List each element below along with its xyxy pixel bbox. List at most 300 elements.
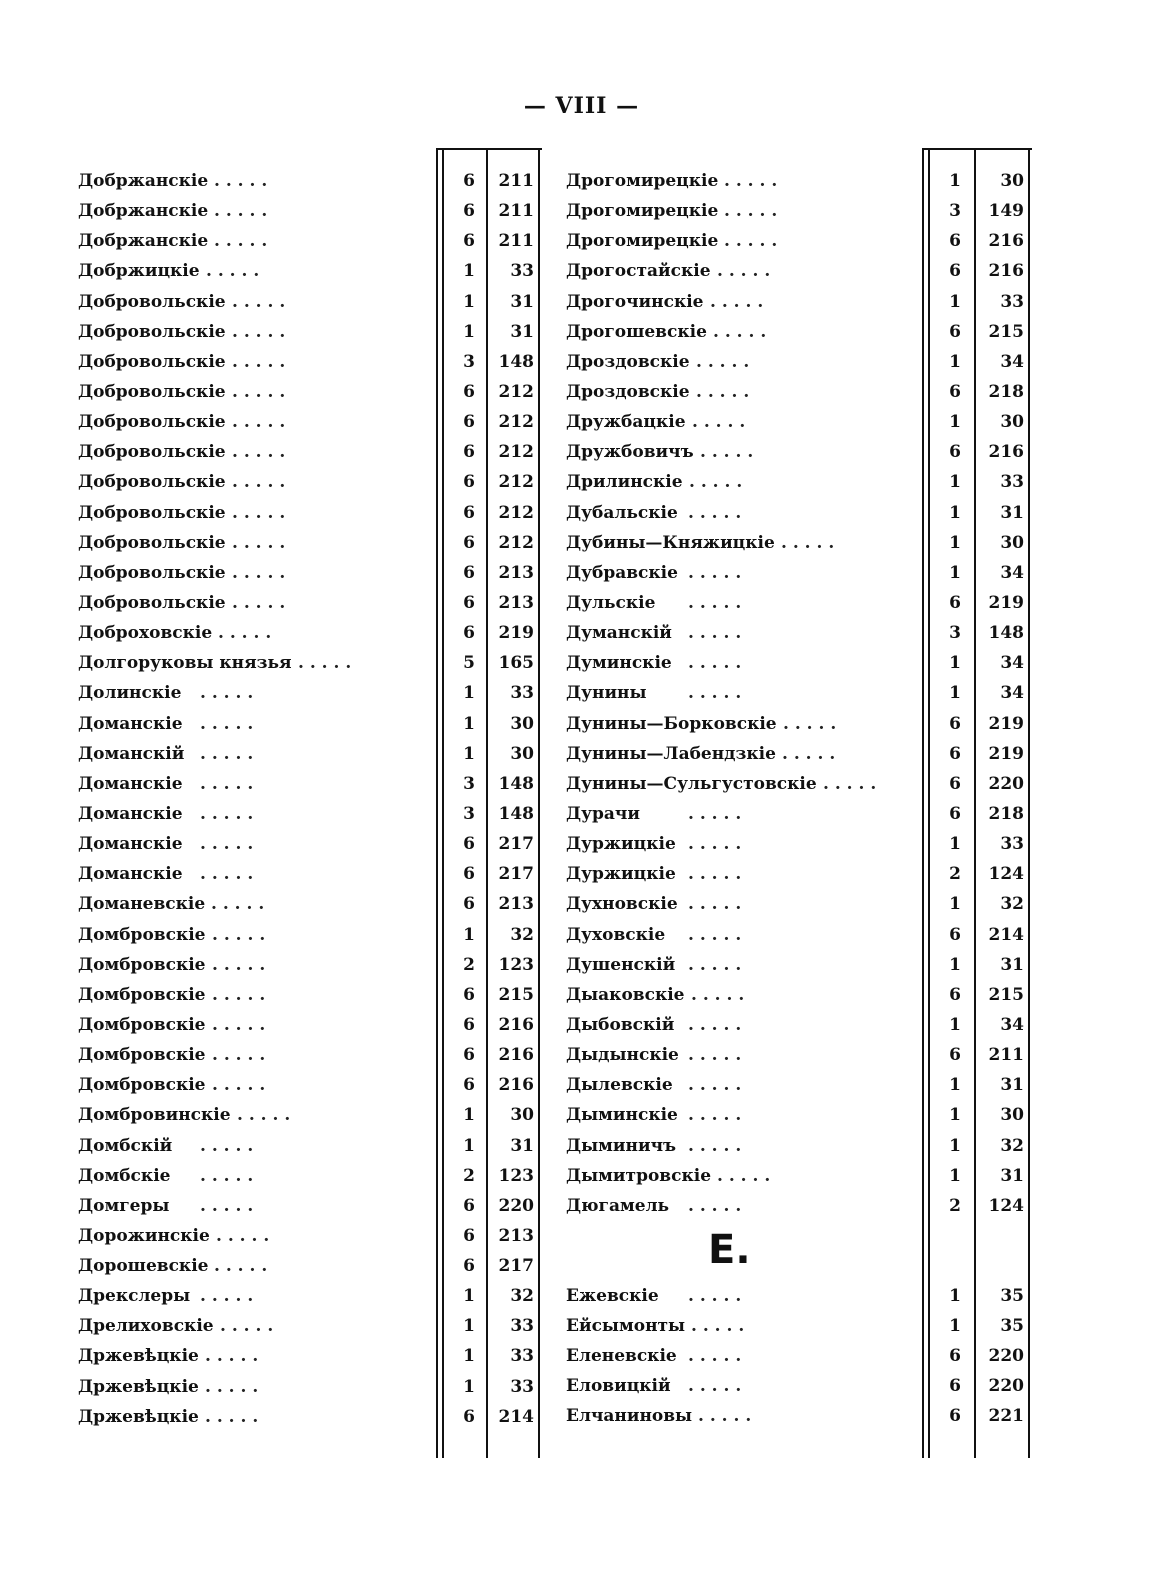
page-reference: 30 (1000, 412, 1024, 433)
volume-number: 1 (463, 261, 475, 282)
entry-name: Еленевскіе (566, 1346, 677, 1367)
dot-leader: . . . . . (205, 1346, 259, 1367)
entry-name: Добровольскіе (78, 291, 226, 312)
volume-number: 3 (949, 623, 961, 644)
page-reference: 34 (1000, 562, 1024, 583)
page-reference: 220 (498, 1195, 534, 1216)
page-reference: 219 (988, 592, 1024, 613)
dot-leader: . . . . . (232, 562, 286, 583)
volume-number: 1 (463, 321, 475, 342)
index-entry (558, 1341, 1038, 1371)
volume-number: 1 (949, 562, 961, 583)
volume-number: 1 (949, 894, 961, 915)
entry-name: Доманскіе (78, 773, 183, 794)
volume-number: 1 (949, 351, 961, 372)
left-column (70, 148, 542, 1458)
dot-leader: . . . . . (214, 1256, 268, 1277)
volume-number: 2 (949, 864, 961, 885)
page-reference: 216 (988, 442, 1024, 463)
index-entry (70, 1311, 542, 1341)
page-reference: 35 (1000, 1285, 1024, 1306)
entry-name: Домбровскіе (78, 1045, 206, 1066)
index-entry (70, 377, 542, 407)
index-entry (558, 678, 1038, 708)
entry-name: Дрогомирецкіе (566, 201, 719, 222)
dot-leader: . . . . . (232, 321, 286, 342)
page-reference: 31 (1000, 502, 1024, 523)
volume-number: 1 (463, 1105, 475, 1126)
volume-number: 1 (463, 291, 475, 312)
page-reference: 33 (1000, 472, 1024, 493)
volume-number: 6 (463, 1045, 475, 1066)
dot-leader: . . . . . (200, 1165, 254, 1186)
page-reference: 220 (988, 773, 1024, 794)
volume-number: 6 (949, 321, 961, 342)
volume-number: 6 (463, 1195, 475, 1216)
index-entry (70, 709, 542, 739)
entry-name: Дрилинскіе (566, 472, 683, 493)
page-reference: 217 (498, 834, 534, 855)
dot-leader: . . . . . (216, 1225, 270, 1246)
volume-number: 1 (463, 1376, 475, 1397)
entry-name: Домбровскіе (78, 1014, 206, 1035)
entry-name: Добржанскіе (78, 201, 209, 222)
entry-name: Добровольскіе (78, 532, 226, 553)
index-entry (70, 437, 542, 467)
volume-number: 6 (463, 442, 475, 463)
page-reference: 30 (1000, 171, 1024, 191)
volume-number: 1 (949, 1285, 961, 1306)
dot-leader: . . . . . (688, 894, 742, 915)
index-entry (70, 196, 542, 226)
entry-name: Доманскіе (78, 864, 183, 885)
volume-number: 6 (463, 1014, 475, 1035)
volume-number: 6 (463, 1225, 475, 1246)
dot-leader: . . . . . (688, 1346, 742, 1367)
volume-number: 2 (463, 954, 475, 975)
dot-leader: . . . . . (232, 412, 286, 433)
volume-number: 6 (949, 924, 961, 945)
entry-name: Добровольскіе (78, 412, 226, 433)
volume-number: 2 (949, 1195, 961, 1216)
volume-number: 1 (949, 834, 961, 855)
volume-number: 6 (463, 1256, 475, 1277)
page-reference: 124 (988, 1195, 1024, 1216)
page-reference: 216 (498, 1075, 534, 1096)
column-top-rule (438, 148, 542, 150)
index-entry (70, 950, 542, 980)
index-entry (558, 1070, 1038, 1100)
index-entry (558, 467, 1038, 497)
dot-leader: . . . . . (212, 984, 266, 1005)
entry-name: Дружбовичъ (566, 442, 694, 463)
page-reference: 30 (510, 713, 534, 734)
page-reference: 33 (510, 683, 534, 704)
dot-leader: . . . . . (205, 1406, 259, 1427)
index-entry (70, 498, 542, 528)
index-entry (70, 1221, 542, 1251)
volume-number: 6 (949, 1376, 961, 1397)
page-reference: 33 (510, 261, 534, 282)
volume-number: 1 (949, 502, 961, 523)
page-reference: 216 (988, 231, 1024, 252)
dot-leader: . . . . . (212, 1075, 266, 1096)
page-reference: 218 (988, 381, 1024, 402)
index-entry (70, 1372, 542, 1402)
left-entry-list (70, 166, 542, 1432)
dot-leader: . . . . . (214, 231, 268, 252)
dot-leader: . . . . . (214, 171, 268, 191)
dot-leader: . . . . . (200, 773, 254, 794)
entry-name: Думанскій (566, 623, 672, 644)
index-entry (70, 588, 542, 618)
volume-number: 6 (463, 894, 475, 915)
index-entry (70, 889, 542, 919)
volume-number: 6 (463, 381, 475, 402)
entry-name: Домгеры (78, 1195, 170, 1216)
page-reference: 31 (1000, 1075, 1024, 1096)
entry-name: Дуржицкіе (566, 864, 676, 885)
page-reference: 211 (498, 231, 534, 252)
index-entry (558, 829, 1038, 859)
dot-leader: . . . . . (232, 592, 286, 613)
index-entry (70, 648, 542, 678)
index-entry (70, 920, 542, 950)
index-entry (558, 709, 1038, 739)
page-reference: 215 (498, 984, 534, 1005)
entry-name: Дубравскіе (566, 562, 678, 583)
entry-name: Дрогошевскіе (566, 321, 707, 342)
volume-number: 6 (463, 834, 475, 855)
volume-number: 6 (463, 171, 475, 191)
dot-leader: . . . . . (688, 562, 742, 583)
page-reference: 32 (510, 1286, 534, 1307)
dot-leader: . . . . . (688, 1195, 742, 1216)
volume-number: 6 (949, 1406, 961, 1427)
volume-number: 6 (949, 743, 961, 764)
index-entry (558, 859, 1038, 889)
volume-number: 1 (949, 1165, 961, 1186)
page-reference: 214 (988, 924, 1024, 945)
entry-name: Дрогомирецкіе (566, 171, 719, 191)
dot-leader: . . . . . (688, 1014, 742, 1035)
dot-leader: . . . . . (200, 834, 254, 855)
index-entry (70, 1070, 542, 1100)
page-reference: 123 (498, 954, 534, 975)
entry-name: Дрелиховскіе (78, 1316, 214, 1337)
volume-number: 1 (463, 924, 475, 945)
entry-name: Дроздовскіе (566, 381, 690, 402)
index-entry (70, 618, 542, 648)
entry-name: Дунины—Борковскіе (566, 713, 777, 734)
dot-leader: . . . . . (214, 201, 268, 222)
dot-leader: . . . . . (211, 894, 265, 915)
dot-leader: . . . . . (688, 1135, 742, 1156)
index-entry (558, 287, 1038, 317)
dot-leader: . . . . . (200, 1286, 254, 1307)
page-reference: 148 (498, 803, 534, 824)
index-entry (70, 226, 542, 256)
volume-number: 1 (949, 1014, 961, 1035)
volume-number: 6 (949, 442, 961, 463)
entry-name: Доманскіе (78, 713, 183, 734)
volume-number: 6 (463, 231, 475, 252)
index-entry (70, 256, 542, 286)
dot-leader: . . . . . (232, 532, 286, 553)
index-entry (558, 166, 1038, 196)
dot-leader: . . . . . (696, 381, 750, 402)
entry-name: Дыаковскіе (566, 984, 685, 1005)
page-reference: 31 (510, 1135, 534, 1156)
page-reference: 148 (988, 623, 1024, 644)
dot-leader: . . . . . (298, 653, 352, 674)
index-entry (558, 950, 1038, 980)
page-reference: 219 (498, 623, 534, 644)
dot-leader: . . . . . (688, 623, 742, 644)
volume-number: 3 (463, 803, 475, 824)
dot-leader: . . . . . (688, 1105, 742, 1126)
page-reference: 33 (1000, 291, 1024, 312)
index-entry (70, 1251, 542, 1281)
dot-leader: . . . . . (782, 743, 836, 764)
page-reference: 34 (1000, 653, 1024, 674)
index-entry (558, 1100, 1038, 1130)
index-entry (558, 1040, 1038, 1070)
volume-number: 6 (949, 803, 961, 824)
dot-leader: . . . . . (688, 1376, 742, 1397)
page-reference: 211 (988, 1045, 1024, 1066)
dot-leader: . . . . . (700, 442, 754, 463)
index-entry (558, 588, 1038, 618)
volume-number: 1 (949, 1316, 961, 1337)
page-reference: 216 (498, 1045, 534, 1066)
right-entry-list (558, 166, 1038, 1432)
page-reference: 165 (498, 653, 534, 674)
index-entry (558, 980, 1038, 1010)
volume-number: 6 (949, 713, 961, 734)
volume-number: 1 (463, 713, 475, 734)
index-entry (70, 1191, 542, 1221)
volume-number: 1 (949, 291, 961, 312)
entry-name: Долгоруковы князья (78, 653, 292, 674)
page-reference: 33 (1000, 834, 1024, 855)
entry-name: Добровольскіе (78, 442, 226, 463)
section-letter-heading: Е. (708, 1226, 751, 1273)
page-reference: 148 (498, 351, 534, 372)
index-entry (70, 1402, 542, 1432)
dot-leader: . . . . . (717, 1165, 771, 1186)
index-entry (558, 1010, 1038, 1040)
entry-name: Дуржицкіе (566, 834, 676, 855)
index-entry (558, 889, 1038, 919)
index-entry (70, 678, 542, 708)
dot-leader: . . . . . (200, 713, 254, 734)
volume-number: 1 (949, 532, 961, 553)
page-reference: 30 (510, 743, 534, 764)
index-entry (558, 1131, 1038, 1161)
page-reference: 213 (498, 1225, 534, 1246)
dot-leader: . . . . . (688, 954, 742, 975)
index-entry (70, 769, 542, 799)
page-reference: 34 (1000, 683, 1024, 704)
dot-leader: . . . . . (232, 381, 286, 402)
page-reference: 213 (498, 592, 534, 613)
page-reference: 31 (510, 291, 534, 312)
index-entry (558, 1191, 1038, 1221)
volume-number: 1 (949, 1105, 961, 1126)
entry-name: Дроздовскіе (566, 351, 690, 372)
entry-name: Домбскіе (78, 1165, 171, 1186)
entry-name: Дыминичъ (566, 1135, 677, 1156)
volume-number: 6 (949, 1045, 961, 1066)
page-reference: 211 (498, 171, 534, 191)
index-entry (558, 377, 1038, 407)
dot-leader: . . . . . (206, 261, 260, 282)
dot-leader: . . . . . (200, 864, 254, 885)
dot-leader: . . . . . (232, 291, 286, 312)
index-entry (558, 920, 1038, 950)
volume-number: 6 (463, 592, 475, 613)
page-reference: 212 (498, 381, 534, 402)
dot-leader: . . . . . (696, 351, 750, 372)
index-entry (558, 196, 1038, 226)
dot-leader: . . . . . (688, 1285, 742, 1306)
page-reference: 149 (988, 201, 1024, 222)
volume-number: 6 (949, 773, 961, 794)
dot-leader: . . . . . (237, 1105, 291, 1126)
entry-name: Дубальскіе (566, 502, 678, 523)
dot-leader: . . . . . (212, 924, 266, 945)
entry-name: Домбровинскіе (78, 1105, 231, 1126)
volume-number: 3 (463, 773, 475, 794)
page-reference: 215 (988, 321, 1024, 342)
entry-name: Душенскій (566, 954, 676, 975)
entry-name: Добровольскіе (78, 592, 226, 613)
index-entry (558, 618, 1038, 648)
page-reference: 33 (510, 1316, 534, 1337)
index-entry (70, 558, 542, 588)
volume-number: 1 (463, 743, 475, 764)
page-reference: 31 (1000, 954, 1024, 975)
volume-number: 5 (463, 653, 475, 674)
dot-leader: . . . . . (691, 984, 745, 1005)
dot-leader: . . . . . (200, 803, 254, 824)
entry-name: Добржицкіе (78, 261, 200, 282)
index-entry (558, 1401, 1038, 1431)
volume-number: 6 (463, 1406, 475, 1427)
entry-name: Држевѣцкіе (78, 1346, 199, 1367)
page-reference: 219 (988, 713, 1024, 734)
dot-leader: . . . . . (200, 1195, 254, 1216)
volume-number: 1 (949, 1135, 961, 1156)
entry-name: Добровольскіе (78, 351, 226, 372)
dot-leader: . . . . . (688, 1075, 742, 1096)
dot-leader: . . . . . (232, 472, 286, 493)
entry-name: Добровольскіе (78, 472, 226, 493)
entry-name: Домбскій (78, 1135, 173, 1156)
volume-number: 6 (463, 864, 475, 885)
dot-leader: . . . . . (688, 502, 742, 523)
index-entry (70, 467, 542, 497)
entry-name: Доманевскіе (78, 894, 206, 915)
index-entry (70, 739, 542, 769)
volume-number: 1 (463, 1286, 475, 1307)
page-reference: 221 (988, 1406, 1024, 1427)
dot-leader: . . . . . (724, 231, 778, 252)
entry-name: Домбровскіе (78, 984, 206, 1005)
dot-leader: . . . . . (232, 351, 286, 372)
page-reference: 212 (498, 472, 534, 493)
entry-name: Дылевскіе (566, 1075, 673, 1096)
page-reference: 211 (498, 201, 534, 222)
index-entry (558, 407, 1038, 437)
index-entry (558, 558, 1038, 588)
index-entry (558, 498, 1038, 528)
page-reference: 33 (510, 1346, 534, 1367)
page-reference: 30 (1000, 1105, 1024, 1126)
dot-leader: . . . . . (218, 623, 272, 644)
page-reference: 32 (1000, 894, 1024, 915)
entry-name: Дюгамель (566, 1195, 670, 1216)
entry-name: Добржанскіе (78, 231, 209, 252)
entry-name: Домбровскіе (78, 954, 206, 975)
volume-number: 1 (463, 683, 475, 704)
page-reference: 220 (988, 1346, 1024, 1367)
entry-name: Доманскіе (78, 803, 183, 824)
entry-name: Ежевскіе (566, 1285, 659, 1306)
volume-number: 1 (463, 1316, 475, 1337)
dot-leader: . . . . . (781, 532, 835, 553)
entry-name: Духовскіе (566, 924, 666, 945)
volume-number: 1 (949, 653, 961, 674)
dot-leader: . . . . . (205, 1376, 259, 1397)
entry-name: Еловицкій (566, 1376, 671, 1397)
index-entry (70, 829, 542, 859)
dot-leader: . . . . . (212, 1014, 266, 1035)
page-reference: 33 (510, 1376, 534, 1397)
index-entry (558, 1161, 1038, 1191)
entry-name: Добржанскіе (78, 171, 209, 191)
page-reference: 30 (510, 1105, 534, 1126)
index-entry (70, 1131, 542, 1161)
page-reference: 218 (988, 803, 1024, 824)
page-reference: 148 (498, 773, 534, 794)
dot-leader: . . . . . (232, 442, 286, 463)
dot-leader: . . . . . (692, 412, 746, 433)
page-reference: 216 (988, 261, 1024, 282)
page-reference: 212 (498, 502, 534, 523)
volume-number: 1 (463, 1346, 475, 1367)
index-entry (558, 648, 1038, 678)
volume-number: 1 (949, 412, 961, 433)
page-reference: 31 (510, 321, 534, 342)
volume-number: 3 (463, 351, 475, 372)
dot-leader: . . . . . (783, 713, 837, 734)
index-entry (70, 317, 542, 347)
entry-name: Дорошевскіе (78, 1256, 209, 1277)
index-entry (70, 528, 542, 558)
index-entry (70, 1010, 542, 1040)
page-reference: 34 (1000, 351, 1024, 372)
index-entry (70, 347, 542, 377)
volume-number: 1 (463, 1135, 475, 1156)
volume-number: 1 (949, 683, 961, 704)
dot-leader: . . . . . (688, 924, 742, 945)
index-entry (558, 1281, 1038, 1311)
page-reference: 123 (498, 1165, 534, 1186)
index-entry (558, 347, 1038, 377)
dot-leader: . . . . . (724, 201, 778, 222)
